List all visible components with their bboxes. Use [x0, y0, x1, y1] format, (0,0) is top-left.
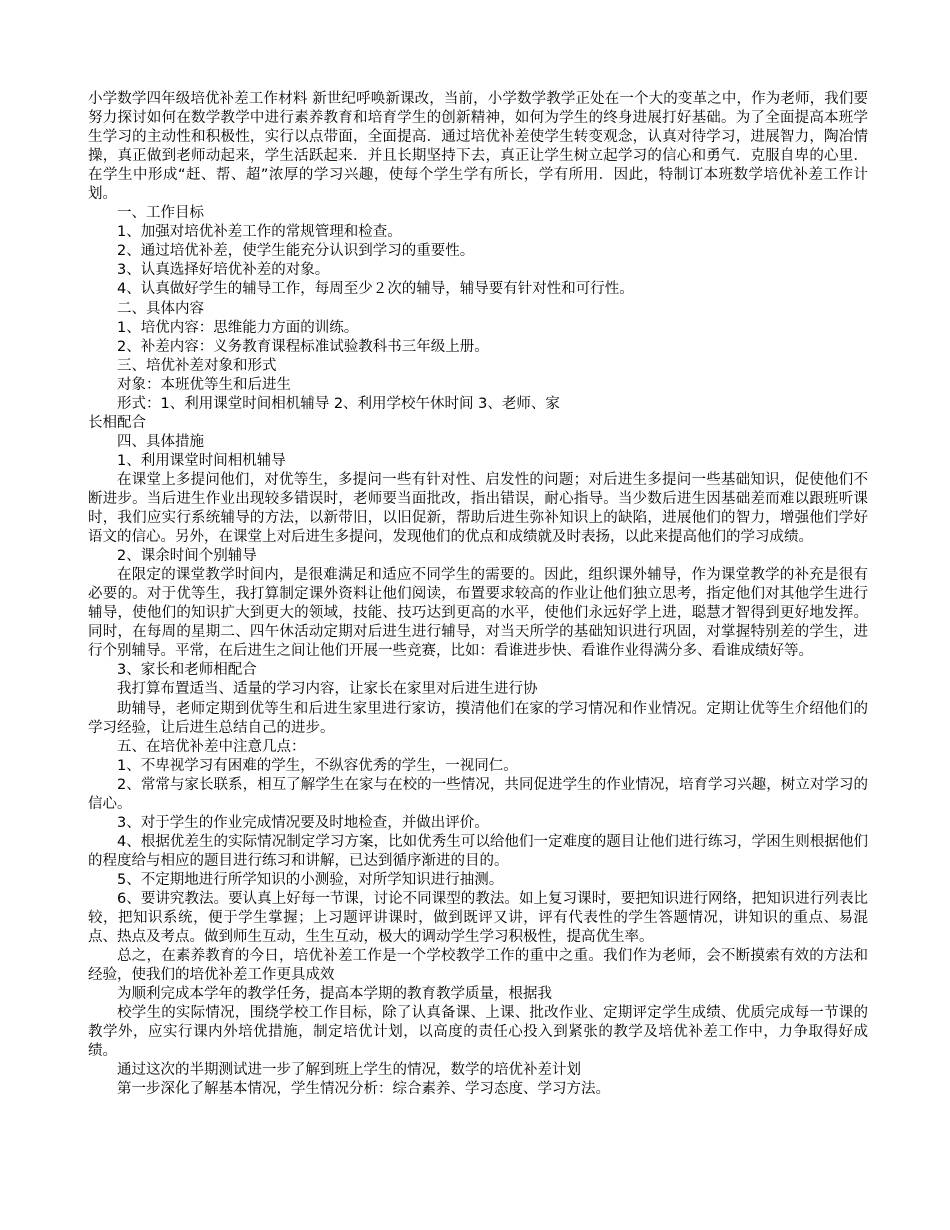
forms-line: 形式：1、利用课堂时间相机辅导 2、利用学校午休时间 3、老师、家: [117, 395, 560, 412]
summary-paragraph: 总之，在素养教育的今日，培优补差工作是一个学校教学工作的重中之重。我们作为老师，会不断摸索有效的方法和经验，使我们的培优补差工作更具成效: [88, 948, 868, 984]
targets-line: 对象：本班优等生和后进生: [117, 376, 291, 393]
intro-paragraph: 小学数学四年级培优补差工作材料 新世纪呼唤新课改，当前，小学数学教学正处在一个大的变革之中，作为老师，我们要努力探讨如何在数学教学中进行素养教育和培育学生的创新精神，如何为学生的终身进展打好基础。为了全面提高本班学生学习的主动性和积极性，实行以点带面，全面提高．通过培优补差使学生转变观念，认真对待学习，进展智力，陶冶情操，真正做到老师动起来，学生活跃起来．并且长期坚持下去，真正让学生树立起学习的信心和勇气．克服自卑的心里．在学生中形成“赶、帮、超”浓厚的学习兴趣，使每个学生学有所长，学有所用．因此，特制订本班数学培优补差工作计划。: [88, 91, 868, 203]
note-item-1: 1、不卑视学习有困难的学生，不纵容优秀的学生，一视同仁。: [117, 757, 518, 774]
measure-paragraph-3a: 我打算布置适当、适量的学习内容，让家长在家里对后进生进行协: [117, 681, 538, 698]
note-item-5: 5、不定期地进行所学知识的小测验，对所学知识进行抽测。: [117, 871, 504, 888]
document-page: [88, 90, 868, 1099]
section-heading-measures: 四、具体措施: [117, 433, 204, 450]
section-heading-targets: 三、培优补差对象和形式: [117, 357, 277, 374]
measure-paragraph-2: 在限定的课堂教学时间内，是很难满足和适应不同学生的需要的。因此，组织课外辅导，作为课堂教学的补充是很有必要的。对于优等生，我打算制定课外资料让他们阅读，布置要求较高的作业让他们独立思考，指定他们对其他学生进行辅导，使他们的知识扩大到更大的领域，技能、技巧达到更高的水平，使他们永远好学上进，聪慧才智得到更好地发挥。同时，在每周的星期二、四午休活动定期对后进生进行辅导，对当天所学的基础知识进行巩固，对掌握特别差的学生，进行个别辅导。平常，在后进生之间让他们开展一些竞赛，比如：看谁进步快、看谁作业得满分多、看谁成绩好等。: [88, 567, 868, 660]
plan-paragraph: 校学生的实际情况，围绕学校工作目标，除了认真备课、上课、批改作业、定期评定学生成绩、优质完成每一节课的教学外，应实行课内外培优措施，制定培优计划，以高度的责任心投入到紧张的教学及培优补差工作中，力争取得好成绩。: [88, 1005, 868, 1060]
content-item-1: 1、培优内容：思维能力方面的训练。: [117, 319, 359, 336]
section-heading-goals: 一、工作目标: [117, 205, 204, 222]
goal-item-1: 1、加强对培优补差工作的常规管理和检查。: [117, 224, 402, 241]
measure-paragraph-1: 在课堂上多提问他们，对优等生，多提问一些有针对性、启发性的问题；对后进生多提问一些基础知识，促使他们不断进步。当后进生作业出现较多错误时，老师要当面批改，指出错误，耐心指导。当少数后进生因基础差而难以跟班听课时，我们应实行系统辅导的方法，以新带旧，以旧促新，帮助后进生弥补知识上的缺陷，进展他们的智力，增强他们学好语文的信心。另外，在课堂上对后进生多提问，发现他们的优点和成绩就及时表扬，以此来提高他们的学习成绩。: [88, 471, 868, 546]
midterm-line: 通过这次的半期测试进一步了解到班上学生的情况，数学的培优补差计划: [117, 1062, 581, 1079]
section-heading-notes: 五、在培优补差中注意几点：: [117, 738, 306, 755]
goal-item-4: 4、认真做好学生的辅导工作，每周至少２次的辅导，辅导要有针对性和可行性。: [117, 281, 634, 298]
goal-item-2: 2、通过培优补差，使学生能充分认识到学习的重要性。: [117, 243, 475, 260]
measure-paragraph-3b: 助辅导，老师定期到优等生和后进生家里进行家访，摸清他们在家的学习情况和作业情况。定期让优等生介绍他们的学习经验，让后进生总结自己的进步。: [88, 700, 868, 736]
note-item-6: 6、要讲究教法。要认真上好每一节课，讨论不同课型的教法。如上复习课时，要把知识进行网络，把知识进行列表比较，把知识系统，便于学生掌握；上习题评讲课时，做到既评又讲，评有代表性的学生答题情况，讲知识的重点、易混点、热点及考点。做到师生互动，生生互动，极大的调动学生学习积极性，提高优生率。: [88, 890, 868, 946]
note-item-3: 3、对于学生的作业完成情况要及时地检查，并做出评价。: [117, 814, 489, 831]
first-step-line: 第一步深化了解基本情况，学生情况分析：综合素养、学习态度、学习方法。: [117, 1081, 610, 1098]
measure-heading-2: 2、课余时间个别辅导: [117, 548, 257, 565]
goal-item-3: 3、认真选择好培优补差的对象。: [117, 262, 330, 279]
content-item-2: 2、补差内容：义务教育课程标准试验教科书三年级上册。: [117, 338, 489, 355]
section-heading-content: 二、具体内容: [117, 300, 204, 317]
note-item-2: 2、常常与家长联系，相互了解学生在家与在校的一些情况，共同促进学生的作业情况，培育学习兴趣，树立对学习的信心。: [88, 776, 868, 812]
forms-line-continued: 长相配合: [88, 414, 146, 431]
plan-intro-line: 为顺利完成本学年的教学任务，提高本学期的教育教学质量，根据我: [117, 986, 552, 1003]
measure-heading-3: 3、家长和老师相配合: [117, 662, 257, 679]
note-item-4: 4、根据优差生的实际情况制定学习方案，比如优秀生可以给他们一定难度的题目让他们进行练习，学困生则根据他们的程度给与相应的题目进行练习和讲解，已达到循序渐进的目的。: [88, 833, 868, 869]
measure-heading-1: 1、利用课堂时间相机辅导: [117, 452, 286, 469]
